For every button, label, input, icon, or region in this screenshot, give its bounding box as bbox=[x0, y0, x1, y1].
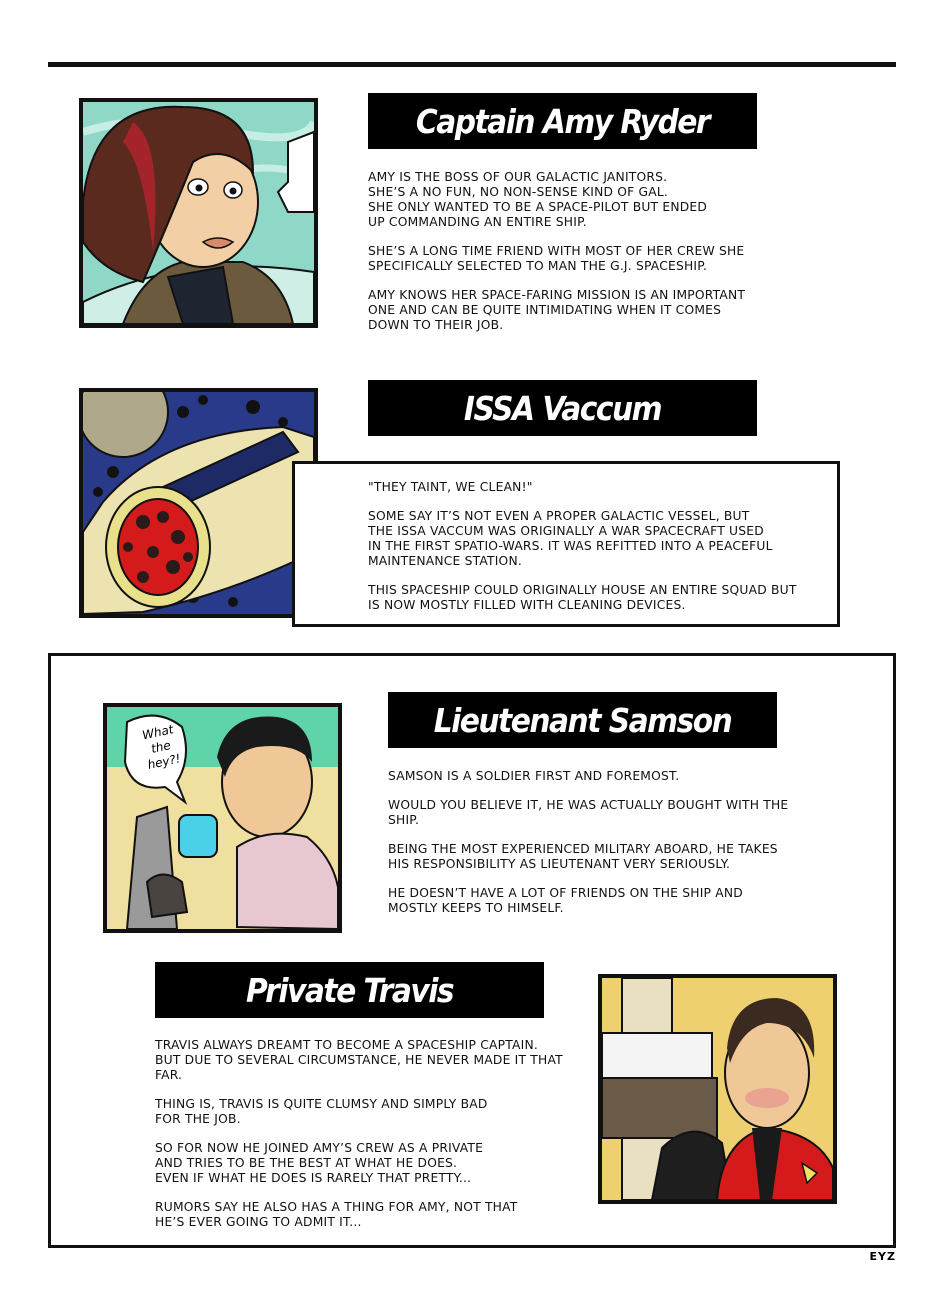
ship-paragraph: "THEY TAINT, WE CLEAN!" bbox=[368, 480, 533, 494]
samson-paragraph: SAMSON IS A SOLDIER FIRST AND FOREMOST. bbox=[388, 769, 680, 783]
ship-description bbox=[368, 480, 828, 627]
travis-paragraph: TRAVIS ALWAYS DREAMT TO BECOME A SPACESHIP CAPTAIN. BUT DUE TO SEVERAL CIRCUMSTANCE, HE NEVER MADE IT THAT FAR. bbox=[155, 1038, 563, 1082]
amy-title: Captain Amy Ryder bbox=[368, 93, 757, 149]
amy-paragraph: AMY IS THE BOSS OF OUR GALACTIC JANITORS. SHE’S A NO FUN, NO NON-SENSE KIND OF GAL. SHE ONLY WANTED TO BE A SPACE-PILOT BUT ENDED UP COMMANDING AN ENTIRE SHIP. bbox=[368, 170, 708, 229]
samson-description bbox=[388, 769, 818, 930]
travis-portrait bbox=[598, 974, 837, 1204]
amy-paragraph: AMY KNOWS HER SPACE-FARING MISSION IS AN IMPORTANT ONE AND CAN BE QUITE INTIMIDATING WHEN IT COMES DOWN TO THEIR JOB. bbox=[368, 288, 746, 332]
top-rule bbox=[48, 62, 896, 67]
samson-paragraph: WOULD YOU BELIEVE IT, HE WAS ACTUALLY BOUGHT WITH THE SHIP. bbox=[388, 798, 789, 827]
amy-description bbox=[368, 170, 788, 347]
travis-description bbox=[155, 1038, 595, 1244]
ship-paragraph: THIS SPACESHIP COULD ORIGINALLY HOUSE AN ENTIRE SQUAD BUT IS NOW MOSTLY FILLED WITH CLEANING DEVICES. bbox=[368, 583, 797, 612]
travis-title: Private Travis bbox=[155, 962, 544, 1018]
amy-paragraph: SHE’S A LONG TIME FRIEND WITH MOST OF HER CREW SHE SPECIFICALLY SELECTED TO MAN THE G.J. SPACESHIP. bbox=[368, 244, 745, 273]
samson-portrait bbox=[103, 703, 342, 933]
samson-speech-bubble: What the hey?! bbox=[140, 722, 182, 772]
travis-paragraph: RUMORS SAY HE ALSO HAS A THING FOR AMY, NOT THAT HE’S EVER GOING TO ADMIT IT... bbox=[155, 1200, 518, 1229]
ship-illustration bbox=[79, 388, 318, 618]
artist-signature: EYZ bbox=[869, 1250, 896, 1263]
samson-paragraph: HE DOESN’T HAVE A LOT OF FRIENDS ON THE SHIP AND MOSTLY KEEPS TO HIMSELF. bbox=[388, 886, 743, 915]
ship-title: ISSA Vaccum bbox=[368, 380, 757, 436]
travis-paragraph: SO FOR NOW HE JOINED AMY’S CREW AS A PRIVATE AND TRIES TO BE THE BEST AT WHAT HE DOES. EVEN IF WHAT HE DOES IS RARELY THAT PRETTY... bbox=[155, 1141, 484, 1185]
travis-paragraph: THING IS, TRAVIS IS QUITE CLUMSY AND SIMPLY BAD FOR THE JOB. bbox=[155, 1097, 488, 1126]
ship-paragraph: SOME SAY IT’S NOT EVEN A PROPER GALACTIC VESSEL, BUT THE ISSA VACCUM WAS ORIGINALLY A WAR SPACECRAFT USED IN THE FIRST SPATIO-WARS. IT WAS REFITTED INTO A PEACEFUL MAINTENANCE STATION. bbox=[368, 509, 773, 568]
samson-title: Lieutenant Samson bbox=[388, 692, 777, 748]
samson-paragraph: BEING THE MOST EXPERIENCED MILITARY ABOARD, HE TAKES HIS RESPONSIBILITY AS LIEUTENANT VERY SERIOUSLY. bbox=[388, 842, 778, 871]
amy-portrait bbox=[79, 98, 318, 328]
